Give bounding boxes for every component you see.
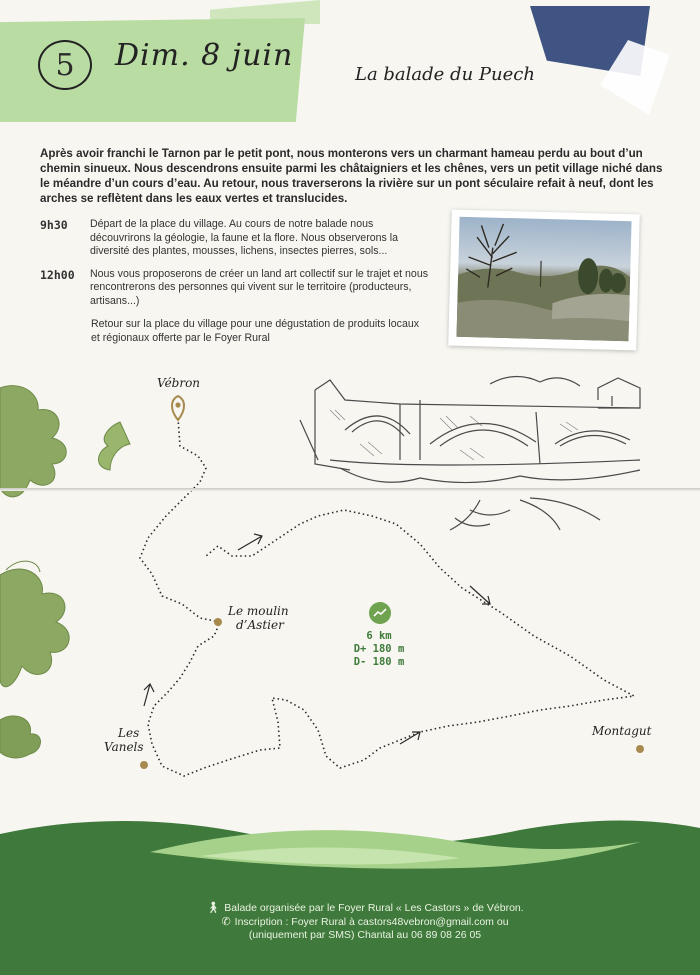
footer-organiser-text: Balade organisée par le Foyer Rural « Les Castors » de Vébron. (224, 902, 524, 914)
footer-line-inscription (185, 916, 545, 930)
location-pin-icon (172, 396, 184, 420)
place-marker-vanels (140, 761, 148, 769)
schedule-item (40, 268, 440, 309)
intro-paragraph: Après avoir franchi le Tarnon par le petit pont, nous monterons vers un charmant hameau perdu au bout d’un chemin sinueux. Nous descendrons ensuite parmi les châtaigniers et les chênes, vers un petit village niché dans le méandre d’un cours d’eau. Au retour, nous traverserons la rivière sur un pont séculaire refait à neuf, dont les arches se reflètent dans les eaux vertes et translucides. (40, 147, 663, 205)
place-label-montagut: Montagut (592, 724, 652, 738)
schedule-text: Nous vous proposerons de créer un land art collectif sur le trajet et nous rencontrerons des personnes qui vivent sur le territoire (producteurs, artisans...) (90, 267, 429, 307)
footer-inscription-text: Inscription : Foyer Rural à castors48vebron@gmail.com ou (234, 915, 509, 928)
elevation-icon (369, 602, 391, 624)
route-elevation-gain: D+ 180 m (353, 643, 405, 655)
route-path (140, 418, 634, 776)
bridge-sketch (300, 376, 640, 530)
place-label-moulin (228, 604, 289, 632)
footer-hills (0, 812, 700, 975)
oak-leaves (0, 386, 130, 758)
place-label-vanels (104, 726, 144, 754)
schedule-item (40, 218, 440, 259)
route-direction-arrows (144, 534, 490, 744)
place-label-moulin-line1: Le moulin (228, 604, 289, 618)
footer-info (185, 902, 545, 943)
place-label-vanels-line1: Les (118, 726, 140, 740)
place-marker-montagut (636, 745, 644, 753)
route-distance: 6 km (366, 630, 392, 642)
route-elevation-loss: D- 180 m (353, 656, 405, 668)
schedule-time: 12h00 (40, 267, 75, 282)
schedule-time: 9h30 (40, 218, 68, 232)
place-label-vebron: Vébron (157, 376, 201, 390)
walk-date: Dim. 8 juin (115, 38, 294, 73)
phone-icon: ✆ (221, 915, 231, 928)
walker-icon: 🚶︎ (206, 902, 221, 914)
schedule-text: Départ de la place du village. Au cours de notre balade nous découvrirons la géologie, la faune et la flore. Nous observerons la diversité des plantes, mousses, lichens, insectes pierres, sols... (90, 218, 398, 257)
footer-line-organiser (185, 902, 545, 916)
route-stats (348, 630, 410, 669)
schedule (40, 218, 440, 317)
return-text: Retour sur la place du village pour une dégustation de produits locaux et régionaux offerte par le Foyer Rural (91, 318, 420, 344)
walk-title: La balade du Puech (355, 64, 535, 85)
place-label-moulin-line2: d’Astier (236, 618, 284, 632)
landscape-photo-frame (448, 210, 639, 351)
landscape-photo (456, 217, 631, 341)
landscape-illustration (456, 217, 631, 341)
footer-sms-text: (uniquement par SMS) Chantal au 06 89 08 26 05 (248, 929, 482, 941)
page-fold (0, 488, 700, 491)
place-marker-moulin (214, 618, 222, 626)
walk-number: 5 (38, 40, 92, 90)
place-label-vanels-line2: Vanels (104, 740, 144, 754)
